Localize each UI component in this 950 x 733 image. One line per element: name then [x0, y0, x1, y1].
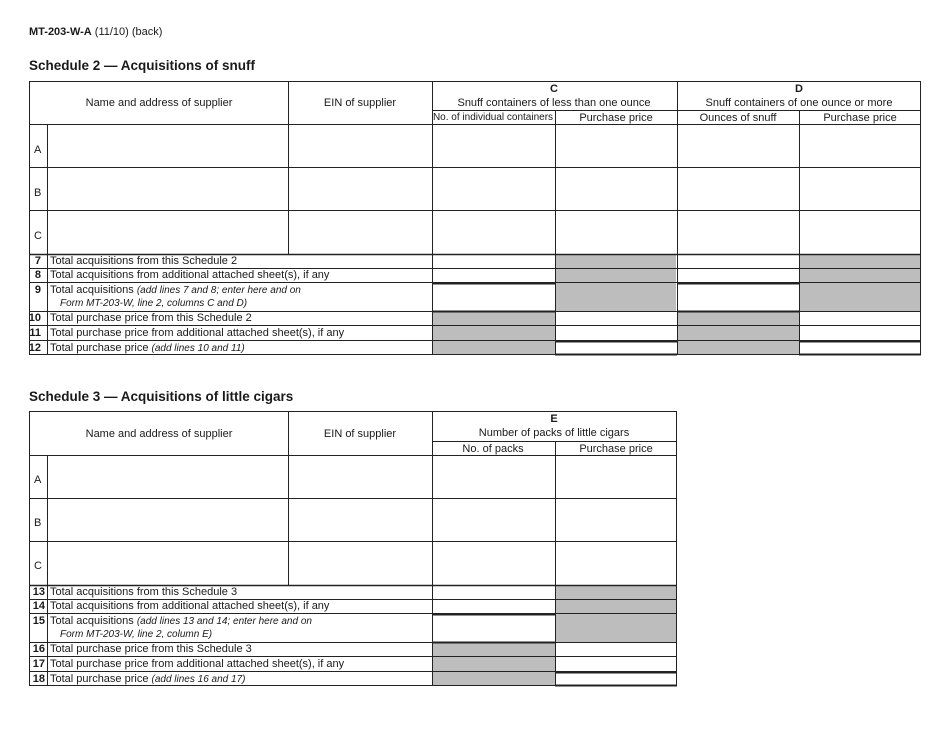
s2-header-name: Name and address of supplier [85, 97, 233, 109]
s2-line-num-11: 11 [29, 327, 41, 339]
s3-line-15-continuation: Form MT-203-W, line 2, column E) [60, 629, 213, 640]
s3-shade-packs [432, 643, 555, 686]
s3-line-text-16: Total purchase price from this Schedule 3 [50, 643, 252, 655]
s3-line-num-18: 18 [32, 673, 45, 685]
s2-header-c-price: Purchase price [579, 112, 653, 124]
s2-row-c-supplier-input[interactable] [48, 211, 288, 254]
s3-line-18-italic: (add lines 16 and 17) [151, 674, 246, 685]
s2-shade-c-containers [432, 312, 555, 355]
s2-line-num-9: 9 [34, 284, 41, 296]
s3-line-15-packs-input[interactable] [433, 616, 555, 642]
s2-line-text-7: Total acquisitions from this Schedule 2 [50, 255, 238, 267]
s3-shade-price [555, 586, 676, 643]
s2-row-b-supplier-input[interactable] [48, 168, 288, 210]
s3-line-text-17: Total purchase price from additional attached sheet(s), if any [50, 658, 345, 670]
s2-line-text-9 [50, 285, 301, 296]
s3-line-num-16: 16 [32, 643, 45, 655]
s2-row-label-a: A [34, 144, 42, 156]
s3-line-15-italic: (add lines 13 and 14; enter here and on [136, 616, 312, 627]
s2-header-c-letter: C [550, 83, 558, 95]
s2-line-12-c-price-input[interactable] [556, 341, 677, 354]
s2-row-a-ein-input[interactable] [289, 125, 432, 167]
s2-header-ein: EIN of supplier [323, 97, 397, 109]
s2-line-9-main: Total acquisitions [50, 284, 137, 296]
s3-line-num-15: 15 [32, 615, 45, 627]
s3-row-label-c: C [34, 560, 42, 572]
s3-row-b-ein-input[interactable] [289, 499, 432, 541]
s2-row-c-ein-input[interactable] [289, 211, 432, 254]
s2-line-10-d-price-input[interactable] [800, 312, 921, 325]
s2-row-b-ein-input[interactable] [289, 168, 432, 210]
s3-row-b-supplier-input[interactable] [48, 499, 288, 541]
s3-header-e-desc: Number of packs of little cigars [478, 427, 630, 439]
s2-line-12-main: Total purchase price [50, 342, 152, 354]
schedule-3-title: Schedule 3 — Acquisitions of little cigars [29, 389, 294, 404]
s2-row-label-c: C [34, 230, 42, 242]
s3-line-18-main: Total purchase price [50, 673, 152, 685]
s3-header-ein: EIN of supplier [323, 428, 397, 440]
s2-line-7-c-containers-input[interactable] [433, 255, 555, 268]
s3-line-15-main: Total acquisitions [50, 615, 137, 627]
s2-line-num-8: 8 [34, 269, 41, 281]
s2-header-c-desc: Snuff containers of less than one ounce [457, 97, 651, 109]
s2-line-num-12: 12 [28, 342, 41, 354]
s2-line-9-d-ounces-input[interactable] [678, 285, 799, 311]
s3-header-e-letter: E [550, 413, 558, 425]
s2-line-num-7: 7 [34, 255, 41, 267]
s3-header-e-price: Purchase price [579, 443, 653, 455]
s2-line-11-c-price-input[interactable] [556, 326, 677, 340]
s2-line-8-c-containers-input[interactable] [433, 269, 555, 282]
s3-row-c-supplier-input[interactable] [48, 542, 288, 585]
s3-line-text-18 [50, 674, 245, 685]
s3-line-13-packs-input[interactable] [433, 586, 555, 599]
s3-line-16-price-input[interactable] [556, 643, 677, 656]
s2-shade-d-ounces [677, 312, 799, 355]
s2-header-c-containers: No. of individual containers [432, 112, 554, 123]
s2-line-12-d-price-input[interactable] [800, 341, 921, 354]
s3-line-text-14: Total acquisitions from additional attached sheet(s), if any [50, 600, 330, 612]
s2-line-12-italic: (add lines 10 and 11) [151, 343, 245, 354]
s3-line-14-packs-input[interactable] [433, 600, 555, 613]
s2-line-text-10: Total purchase price from this Schedule 2 [50, 312, 252, 324]
s2-line-num-10: 10 [28, 312, 41, 324]
s3-line-text-15 [50, 616, 312, 627]
s2-line-10-c-price-input[interactable] [556, 312, 677, 325]
s3-line-num-17: 17 [32, 658, 45, 670]
s2-header-d-price: Purchase price [823, 112, 897, 124]
schedule-2-title: Schedule 2 — Acquisitions of snuff [29, 58, 256, 73]
s2-line-text-11: Total purchase price from additional attached sheet(s), if any [50, 327, 345, 339]
s2-line-7-d-ounces-input[interactable] [678, 255, 799, 268]
s3-row-c-ein-input[interactable] [289, 542, 432, 585]
s2-header-d-ounces: Ounces of snuff [699, 112, 777, 124]
form-revision: (11/10) (back) [91, 26, 163, 38]
s2-line-8-d-ounces-input[interactable] [678, 269, 799, 282]
form-code: MT-203-W-A [29, 26, 92, 38]
s2-line-11-d-price-input[interactable] [800, 326, 921, 340]
s2-shade-c-price [555, 255, 676, 312]
s3-line-17-price-input[interactable] [556, 657, 677, 671]
s3-line-18-price-input[interactable] [556, 672, 677, 685]
s3-row-label-a: A [34, 474, 42, 486]
s2-line-text-8: Total acquisitions from additional attached sheet(s), if any [50, 269, 330, 281]
s3-row-a-ein-input[interactable] [289, 456, 432, 498]
s3-header-name: Name and address of supplier [85, 428, 233, 440]
s2-row-label-b: B [34, 187, 42, 199]
s2-shade-d-price [799, 255, 921, 312]
s3-header-e-packs: No. of packs [462, 443, 524, 455]
s3-line-text-13: Total acquisitions from this Schedule 3 [50, 586, 238, 598]
s3-row-a-supplier-input[interactable] [48, 456, 288, 498]
s3-row-label-b: B [34, 517, 42, 529]
s2-header-d-letter: D [795, 83, 803, 95]
s2-line-9-italic: (add lines 7 and 8; enter here and on [136, 285, 301, 296]
s2-line-9-c-containers-input[interactable] [433, 285, 555, 311]
s2-header-d-desc: Snuff containers of one ounce or more [705, 97, 893, 109]
s3-line-num-13: 13 [32, 586, 45, 598]
s3-line-num-14: 14 [32, 600, 45, 612]
s2-line-9-continuation: Form MT-203-W, line 2, columns C and D) [60, 298, 248, 309]
s2-line-text-12 [50, 343, 245, 354]
s2-row-a-supplier-input[interactable] [48, 125, 288, 167]
